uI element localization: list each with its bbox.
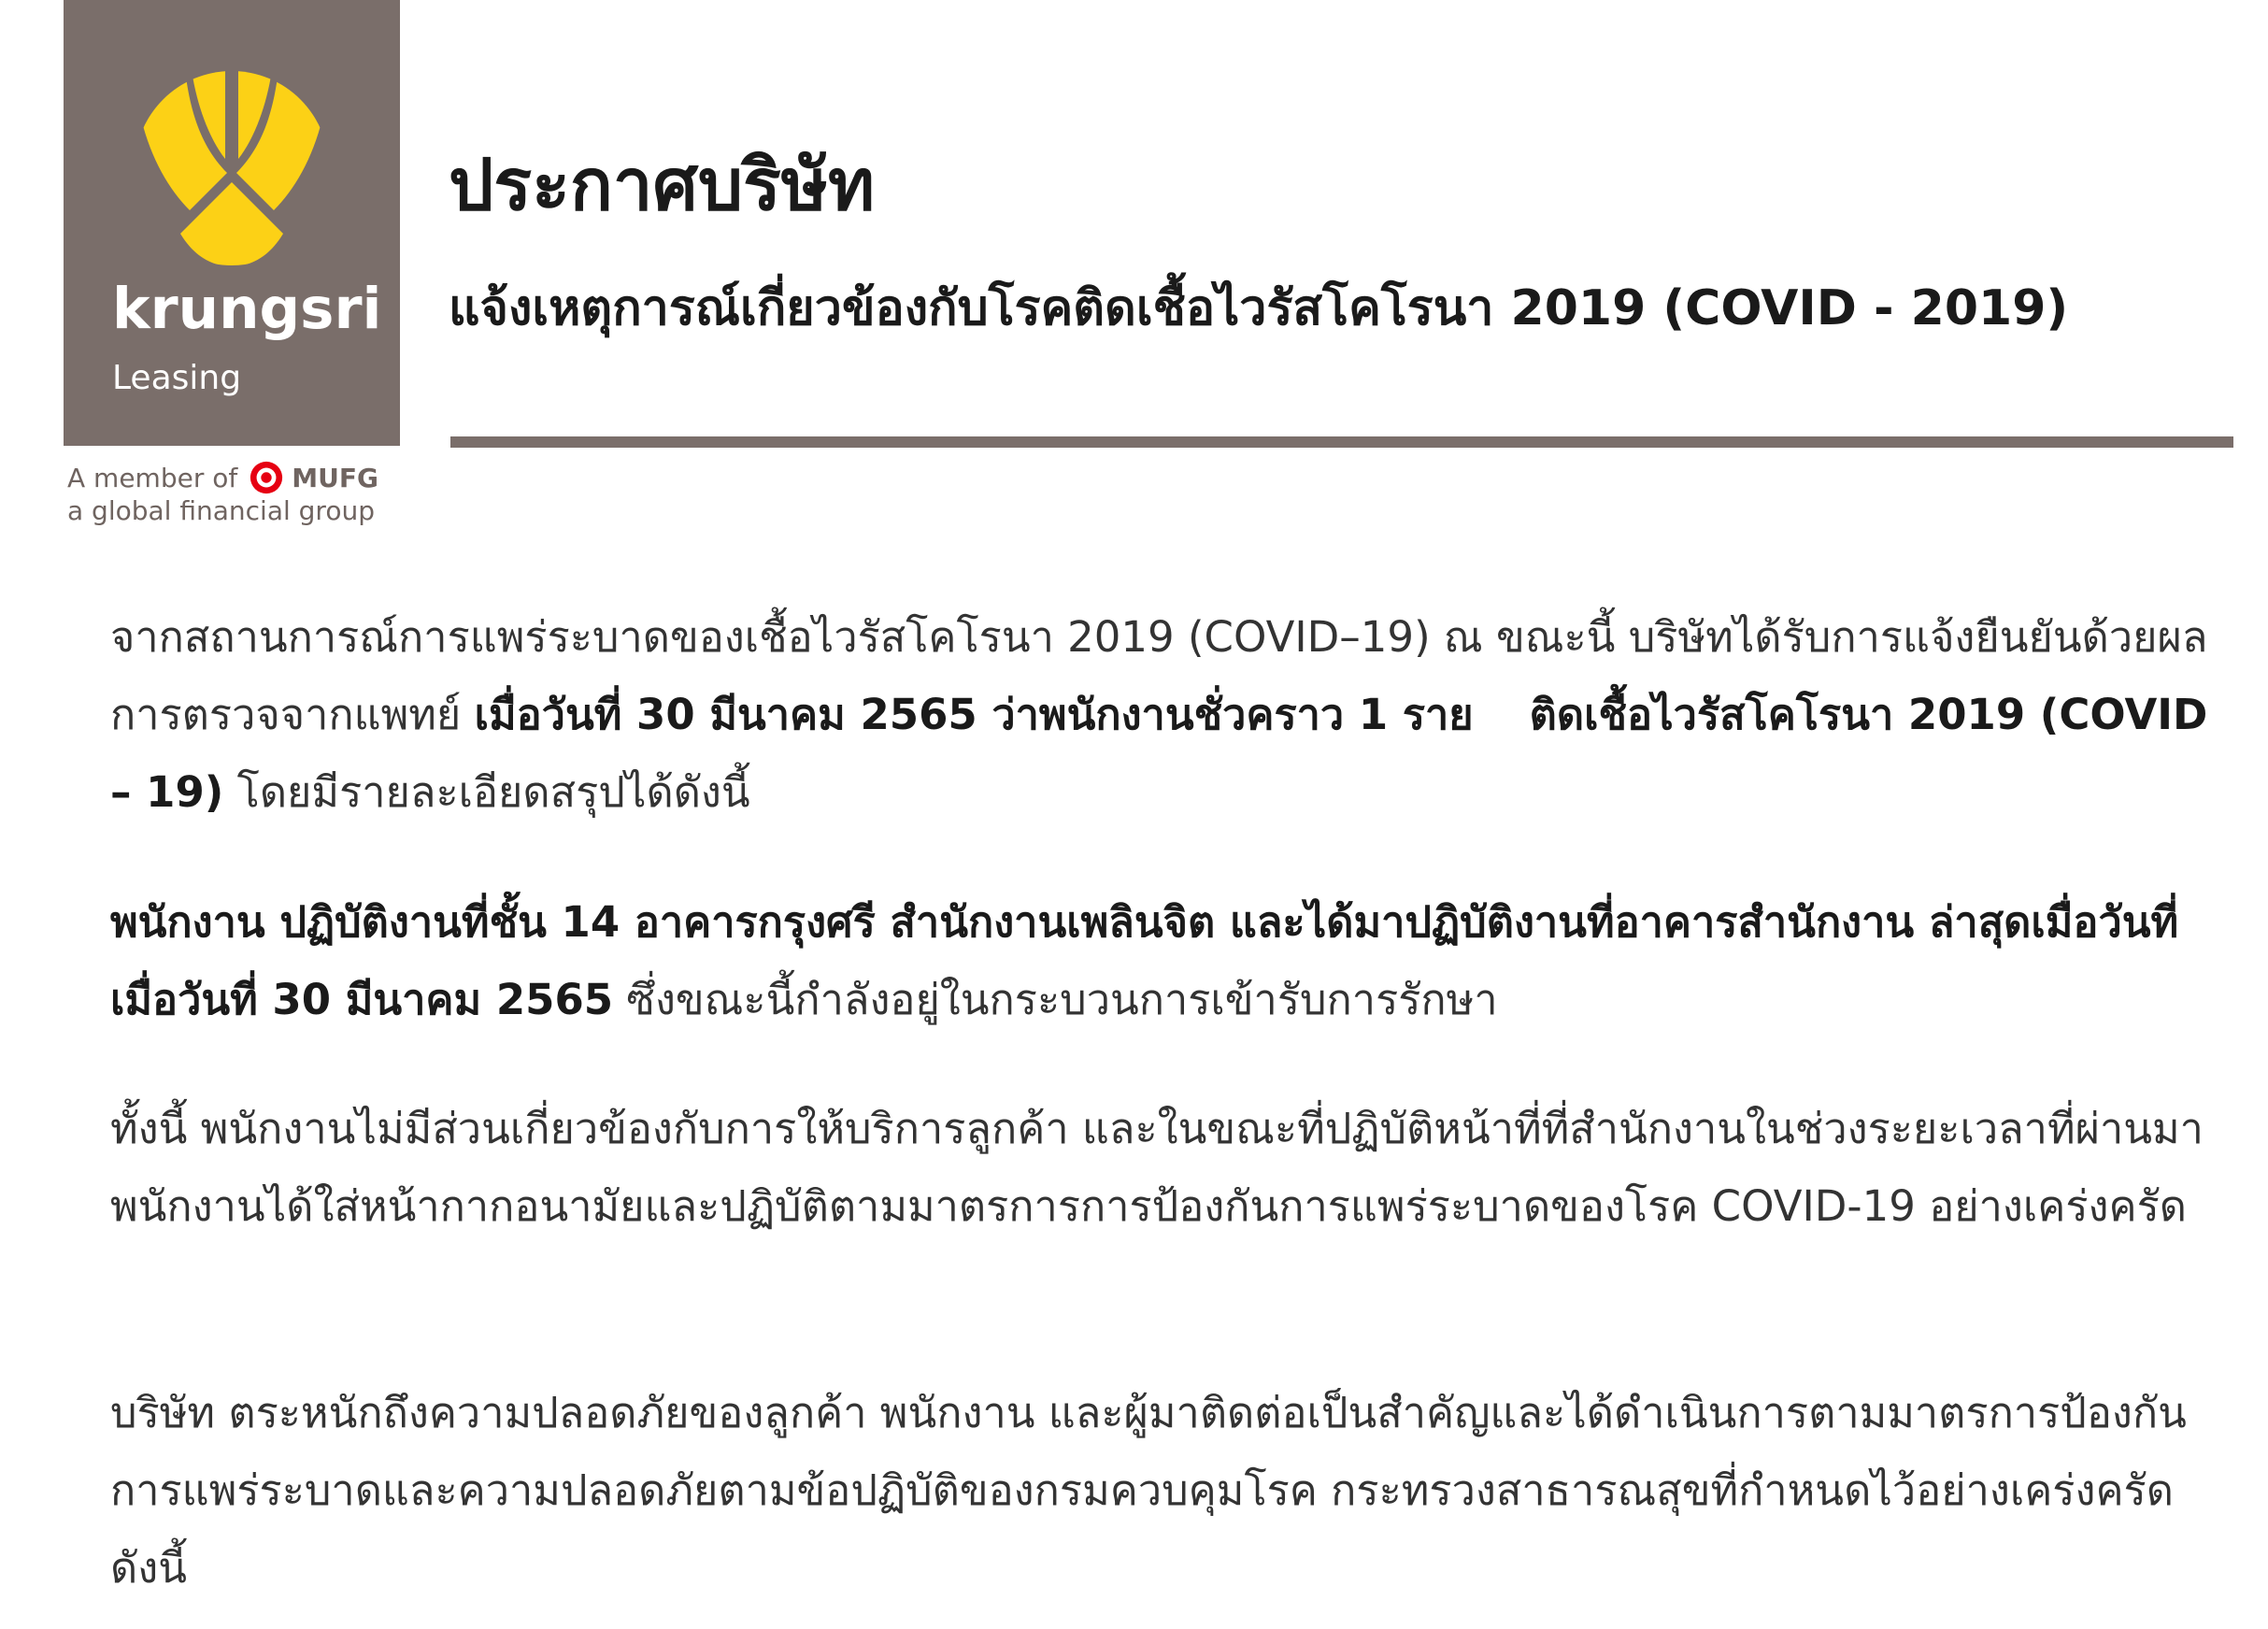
- paragraph-2-bold: พนักงาน ปฏิบัติงานที่ชั้น 14 อาคารกรุงศรี สำนักงานเพลินจิต และได้มาปฏิบัติงานที่อาคารสำนักงาน ล่าสุดเมื่อวันที่ เมื่อวันที่ 30 มีนาคม 2565: [110, 897, 2179, 1024]
- member-of-line: [67, 460, 378, 495]
- mufg-name: MUFG: [292, 462, 378, 493]
- paragraph-1-infection-bold: ติดเชื้อไวรัสโคโรนา 2019 (COVID – 19): [110, 690, 2208, 817]
- paragraph-1-date-bold: เมื่อวันที่ 30 มีนาคม 2565 ว่าพนักงานชั่วคราว 1 ราย: [474, 690, 1474, 739]
- paragraph-2: [110, 883, 2233, 1038]
- page-title: ประกาศบริษัท: [449, 143, 876, 226]
- member-prefix: A member of: [67, 462, 238, 493]
- mufg-logo-icon: [249, 460, 284, 495]
- title-divider: [450, 436, 2233, 448]
- paragraph-4: บริษัท ตระหนักถึงความปลอดภัยของลูกค้า พนักงาน และผู้มาติดต่อเป็นสำคัญและได้ดำเนินการตามมาตรการป้องกันการแพร่ระบาดและความปลอดภัยตามข้อปฏิบัติของกรมควบคุมโรค กระทรวงสาธารณสุขที่กำหนดไว้อย่างเคร่งครัด ดังนี้: [110, 1388, 2187, 1593]
- brand-name: krungsri: [112, 276, 382, 342]
- page-subtitle: แจ้งเหตุการณ์เกี่ยวข้องกับโรคติดเชื้อไวรัสโคโรนา 2019 (COVID - 2019): [449, 280, 2069, 336]
- member-tagline: a global financial group: [67, 495, 375, 526]
- paragraph-3: ทั้งนี้ พนักงานไม่มีส่วนเกี่ยวข้องกับการให้บริการลูกค้า และในขณะที่ปฏิบัติหน้าที่ที่สำนักงานในช่วงระยะเวลาที่ผ่านมา พนักงานได้ใส่หน้ากากอนามัยและปฏิบัติตามมาตรการการป้องกันการแพร่ระบาดของโรค COVID-19 อย่างเคร่งครัด: [110, 1104, 2204, 1231]
- paragraph-1-outro: โดยมีรายละเอียดสรุปได้ดังนี้: [223, 767, 750, 817]
- paragraph-1-intro: จากสถานการณ์การแพร่ระบาดของเชื้อไวรัสโคโรนา 2019 (COVID–19) ณ ขณะนี้ บริษัทได้รับการแจ้งยืนยันด้วยผลการตรวจจากแพทย์: [110, 612, 2208, 739]
- krungsri-emblem-icon: [134, 70, 330, 266]
- krungsri-leasing-logo: [64, 0, 400, 446]
- brand-sub: Leasing: [112, 359, 242, 397]
- paragraph-2-tail: ซึ่งขณะนี้กำลังอยู่ในกระบวนการเข้ารับการรักษา: [613, 975, 1498, 1024]
- paragraph-1: [110, 598, 2233, 831]
